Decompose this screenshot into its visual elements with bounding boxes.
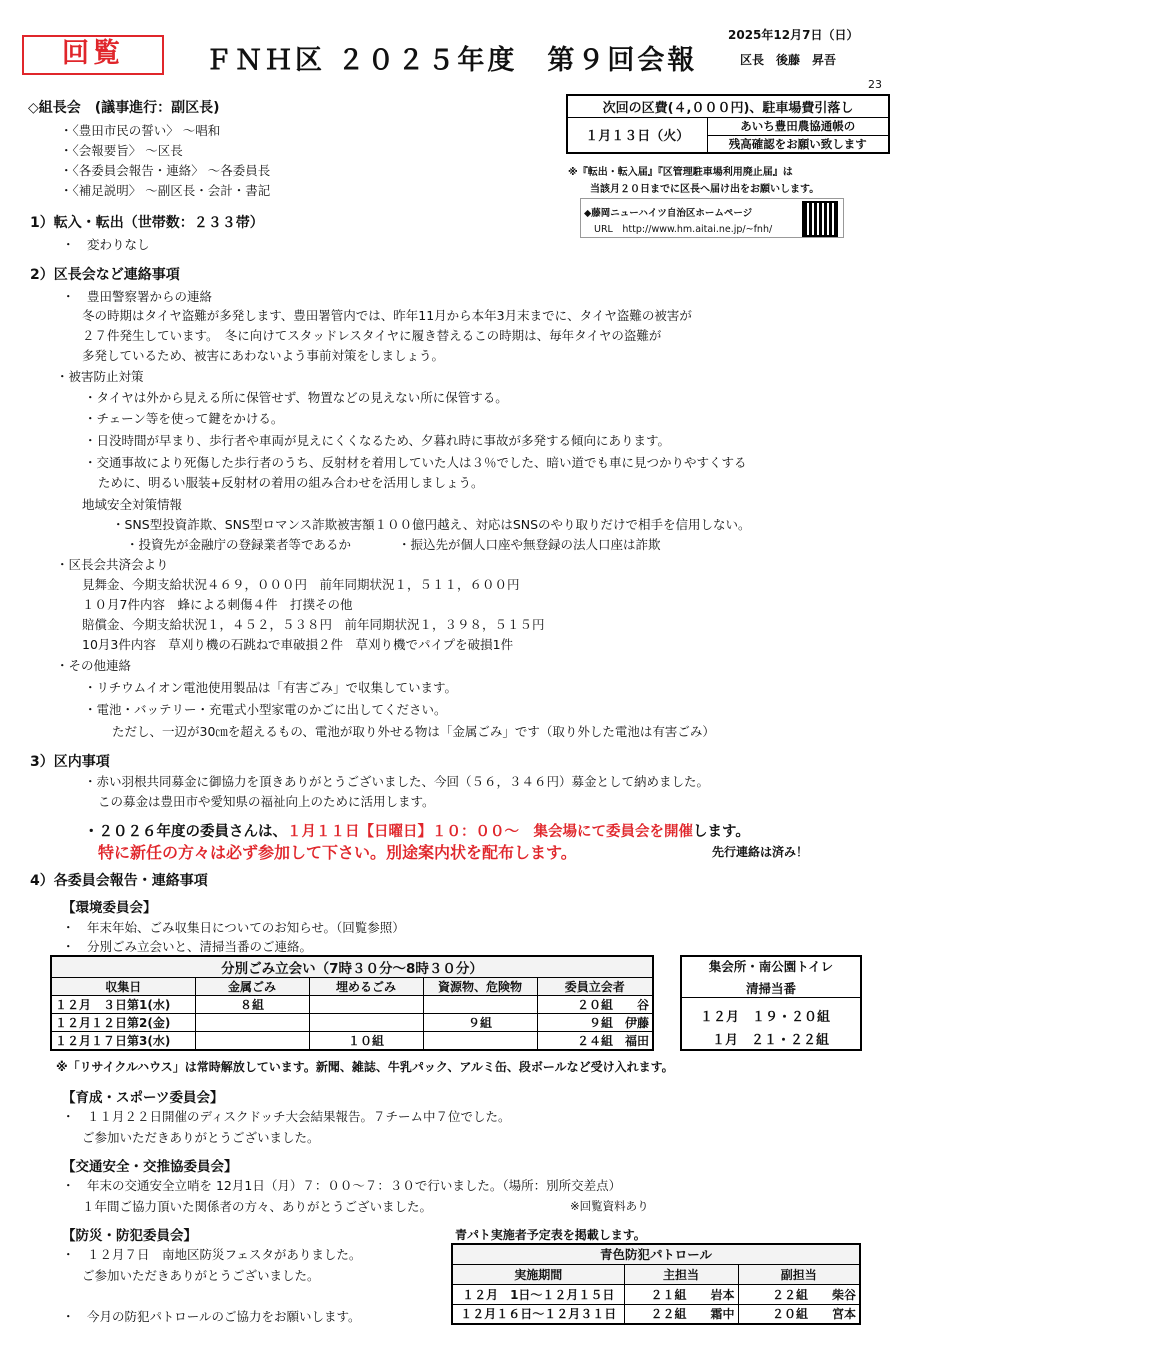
garbage-cell: ９組 [423,1014,537,1032]
garbage-cell [309,996,423,1014]
district-chief: 区長 後藤 昇吾 [740,53,837,67]
meeting-item: ・〈会報要旨〉 〜区長 [60,143,183,158]
table-row [452,1284,860,1304]
garbage-cell: ２４組 福田 [537,1032,653,1051]
fee-box [566,94,890,154]
other-item: ・リチウムイオン電池使用製品は「有害ごみ」で収集しています。 [84,680,458,695]
patrol-cell: １２月 1日〜１２月１５日 [452,1284,624,1304]
bosai-item: ・ １２月７日 南地区防災フェスタがありました。 [62,1247,362,1262]
committee-meeting-text: ・２０２６年度の委員さんは、 [84,824,287,840]
cleaning-divider [682,997,860,998]
fee-note-1: あいち豊田農協通帳の [707,117,889,135]
patrol-cell: ２２組 柴谷 [738,1284,860,1304]
section-4-heading: 4）各委員会報告・連絡事項 [30,873,208,889]
mutual-aid-text: 10月3件内容 草刈り機の石跳ねで車破損２件 草刈り機でパイプを破損1件 [82,637,514,652]
garbage-col-header: 埋めるごみ [309,978,423,996]
safety-item: ・SNS型投資詐欺、SNS型ロマンス詐欺被害額１００億円越え、対応はSNSのやり取りだけで相手を信用しない。 [112,517,751,532]
garbage-table-title: 分別ごみ立会い（7時３０分〜8時３０分） [51,956,653,978]
meeting-heading: ◇組長会 (議事進行：副区長) [28,100,220,116]
section-1-item: ・ 変わりなし [62,237,150,252]
fee-notice-1: ※『転出・転入届』『区管理駐車場利用廃止届』は [568,167,793,178]
garbage-cell: １２月１２日第2(金) [51,1014,195,1032]
meeting-item: ・〈豊田市民の誓い〉 〜唱和 [60,123,221,138]
garbage-cell: ８組 [195,996,309,1014]
patrol-col-header: 実施期間 [452,1264,624,1284]
table-row [452,1304,860,1324]
sports-heading: 【育成・スポーツ委員会】 [62,1090,224,1106]
other-heading: ・その他連絡 [56,658,132,673]
bosai-item: ・ 今月の防犯パトロールのご協力をお願いします。 [62,1309,361,1324]
fee-title: 次回の区費(４,０００円)、駐車場費引落し [567,95,889,117]
cleaning-schedule: １月 ２１・２２組 [712,1033,830,1048]
traffic-item: ・ 年末の交通安全立哨を 12月1日（月）７：００〜７：３０で行いました。（場所：別所交差点） [62,1178,622,1193]
patrol-col-header: 副担当 [738,1264,860,1284]
cleaning-title: 清掃当番 [745,981,796,996]
police-text: 多発しているため、被害にあわないよう事前対策をしましょう。 [82,348,445,363]
committee-meeting-emphasis: 特に新任の方々は必ず参加して下さい。別途案内状を配布します。 [98,843,577,862]
mutual-aid-text: 見舞金、今期支給状況４６９，０００円 前年同期状況１，５１１，６００円 [82,577,520,592]
environment-heading: 【環境委員会】 [62,900,157,916]
recycle-note: ※「リサイクルハウス」は常時解放しています。新聞、雑誌、牛乳パック、アルミ缶、段ボールなど受け入れます。 [56,1060,674,1074]
garbage-cell: １２月 ３日第1(水) [51,996,195,1014]
table-row [51,1032,653,1051]
traffic-heading: 【交通安全・交推協委員会】 [62,1159,238,1175]
garbage-cell [423,996,537,1014]
prevention-heading: ・被害防止対策 [56,369,144,384]
table-row [51,996,653,1014]
patrol-col-header: 主担当 [624,1264,738,1284]
prevention-item: ために、明るい服装+反射材の着用の組み合わせを活用しましょう。 [98,475,484,490]
committee-meeting-text: します。 [693,824,750,840]
garbage-cell: １０組 [309,1032,423,1051]
police-heading: ・ 豊田警察署からの連絡 [62,289,213,304]
environment-item: ・ 分別ごみ立会いと、清掃当番のご連絡。 [62,939,313,954]
mutual-aid-text: 賠償金、今期支給状況１，４５２，５３８円 前年同期状況１，３９８，５１５円 [82,617,545,632]
police-text: 冬の時期はタイヤ盗難が多発します、豊田署管内では、昨年11月から本年3月末までに、タイヤ盗難の被害が [82,308,692,323]
garbage-cell: ９組 伊藤 [537,1014,653,1032]
sports-item: ・ １１月２２日開催のディスクドッチ大会結果報告。７チーム中７位でした。 [62,1109,511,1124]
garbage-cell [195,1014,309,1032]
prevention-item: ・チェーン等を使って鍵をかける。 [84,411,284,426]
environment-item: ・ 年末年始、ごみ収集日についてのお知らせ。（回覧参照） [62,920,405,935]
garbage-duty-table [50,955,654,1051]
homepage-label: ◆藤岡ニューハイツ自治区ホームページ [584,208,753,219]
patrol-cell: ２０組 宮本 [738,1304,860,1324]
qr-code-icon [804,203,836,235]
table-row [51,1014,653,1032]
meeting-item: ・〈各委員会報告・連絡〉 〜各委員長 [60,163,271,178]
sports-item: ご参加いただきありがとうございました。 [82,1130,320,1145]
issue-date: 2025年12月7日（日） [728,28,859,42]
homepage-url[interactable]: URL http://www.hm.aitai.ne.jp/~fnh/ [594,224,773,235]
meeting-item: ・〈補足説明〉 〜副区長・会計・書記 [60,183,271,198]
prevention-item: ・日没時間が早まり、歩行者や車両が見えにくくなるため、夕暮れ時に事故が多発する傾向にあります。 [84,433,671,448]
garbage-col-header: 委員立会者 [537,978,653,996]
other-item: ・電池・バッテリー・充電式小型家電のかごに出してください。 [84,702,447,717]
garbage-cell [309,1014,423,1032]
patrol-intro: 青パト実施者予定表を掲載します。 [455,1228,646,1242]
fund-text: この募金は豊田市や愛知県の福祉向上のために活用します。 [98,794,435,809]
fee-date: １月１３日（火） [567,117,707,153]
patrol-cell: １２月１６日〜１２月３１日 [452,1304,624,1324]
fund-text: ・赤い羽根共同募金に御協力を頂きありがとうございました、今回（５６，３４６円）募金として納めました。 [84,774,710,789]
patrol-title: 青色防犯パトロール [452,1244,860,1264]
committee-meeting-note: 先行連絡は済み！ [712,845,809,859]
bosai-heading: 【防災・防犯委員会】 [62,1228,197,1244]
page-title: ＦＮＨ区 ２０２５年度 第９回会報 [205,45,698,76]
garbage-cell [195,1032,309,1051]
traffic-item: １年間ご協力頂いた関係者の方々、ありがとうございました。 [82,1199,433,1214]
patrol-cell: ２１組 岩本 [624,1284,738,1304]
mutual-aid-text: １０月7件内容 蜂による刺傷４件 打撲その他 [82,597,353,612]
garbage-cell: ２０組 谷 [537,996,653,1014]
section-2-heading: 2）区長会など連絡事項 [30,267,180,283]
garbage-cell: １２月１７日第3(水) [51,1032,195,1051]
safety-heading: 地域安全対策情報 [82,497,183,512]
police-text: ２７件発生しています。 冬に向けてスタッドレスタイヤに履き替えるこの時期は、毎年タイヤの盗難が [82,328,662,343]
committee-meeting-notice [84,820,750,841]
garbage-cell [423,1032,537,1051]
fee-notice-2: 当該月２０日までに区長へ届け出をお願いします。 [590,184,820,195]
other-item: ただし、一辺が30㎝を超えるもの、電池が取り外せる物は「金属ごみ」です（取り外した電池は有害ごみ） [112,724,715,739]
cleaning-title: 集会所・南公園トイレ [708,959,834,974]
garbage-col-header: 資源物、危険物 [423,978,537,996]
safety-item: ・投資先が金融庁の登録業者等であるか [126,537,352,552]
patrol-table [451,1243,861,1325]
prevention-item: ・交通事故により死傷した歩行者のうち、反射材を着用していた人は３％でした、暗い道でも車に見つかりやすくする [84,455,747,470]
section-3-heading: 3）区内事項 [30,754,110,770]
patrol-cell: ２２組 霜中 [624,1304,738,1324]
bosai-item: ご参加いただきありがとうございました。 [82,1268,320,1283]
cleaning-schedule: １２月 １９・２０組 [700,1010,831,1025]
kairan-stamp: 回覧 [22,35,164,75]
garbage-col-header: 収集日 [51,978,195,996]
prevention-item: ・タイヤは外から見える所に保管せず、物置などの見えない所に保管する。 [84,390,508,405]
mutual-aid-heading: ・区長会共済会より [56,557,169,572]
fee-note-2: 残高確認をお願い致します [707,135,889,153]
committee-meeting-date: １月１１日【日曜日】１０：００〜 集会場にて委員会を開催 [287,824,693,840]
page-number: 23 [868,78,882,91]
safety-item: ・振込先が個人口座や無登録の法人口座は詐欺 [398,537,661,552]
garbage-col-header: 金属ごみ [195,978,309,996]
traffic-note: ※回覧資料あり [570,1199,649,1213]
section-1-heading: 1）転入・転出（世帯数：２３３帯） [30,215,264,231]
